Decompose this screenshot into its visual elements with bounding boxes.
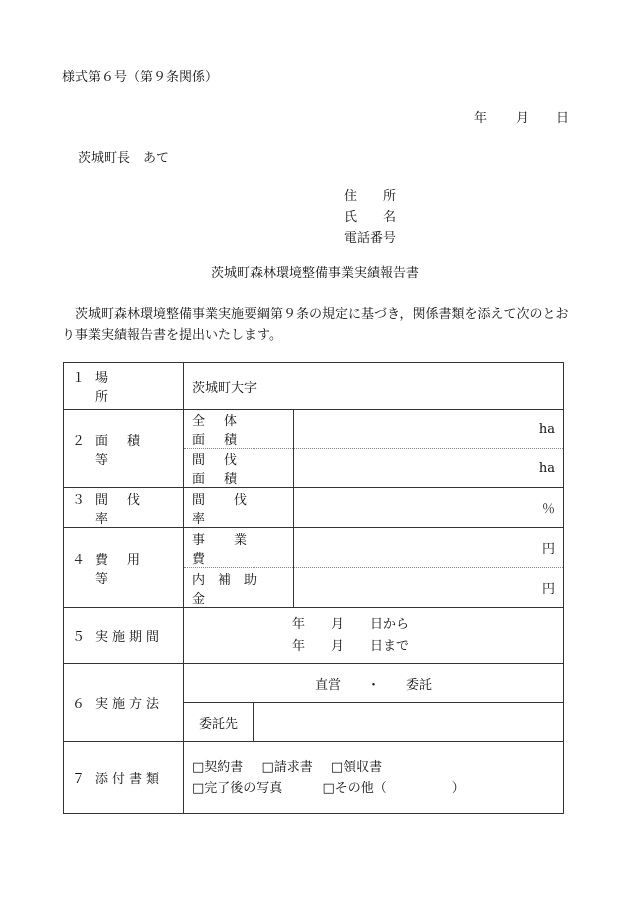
applicant-block: [344, 186, 396, 249]
unit-percent: ％: [541, 502, 555, 517]
unit-ha: ha: [538, 460, 555, 476]
date-day: 日: [556, 111, 570, 126]
method-options[interactable]: 直営 ・ 委託: [184, 664, 564, 703]
row-label: 実施期間: [95, 630, 164, 645]
document-title: 茨城町森林環境整備事業実績報告書: [210, 266, 419, 281]
row-label: 費用等: [95, 552, 160, 587]
body-paragraph: 茨城町森林環境整備事業実施要綱第９条の規定に基づき，関係書類を添えて次のとおり事業実績報告書を提出いたします。: [62, 307, 569, 343]
project-cost-label: 事業費: [184, 528, 294, 568]
row-attachments: [64, 742, 564, 814]
checkbox-receipt[interactable]: □領収書: [330, 759, 383, 775]
contractor-label: 委託先: [184, 703, 254, 742]
row-number: ２: [72, 433, 86, 449]
row-number: ６: [72, 697, 86, 712]
attachments-list: [184, 742, 564, 814]
subsidy-label: 内補助金: [184, 568, 294, 608]
unit-yen: 円: [541, 542, 555, 557]
rate-label-cell: [64, 488, 184, 528]
method-label-cell: [64, 664, 184, 742]
row-thinning-rate: [64, 488, 564, 528]
cost-label-cell: [64, 528, 184, 608]
row-number: ５: [72, 630, 86, 645]
row-period: [64, 608, 564, 664]
unit-ha: ha: [538, 421, 555, 437]
contractor-field[interactable]: [254, 703, 564, 742]
checkbox-invoice[interactable]: □請求書: [261, 759, 313, 775]
location-label-cell: [64, 363, 202, 410]
period-label-cell: [64, 608, 184, 664]
row-number: １: [72, 371, 86, 386]
date-year: 年: [474, 111, 488, 126]
row-area: [64, 410, 564, 449]
row-label: 面積等: [95, 433, 160, 468]
applicant-phone-label: 電話番号: [344, 231, 397, 246]
total-area-label: 全体面積: [184, 410, 294, 449]
row-number: ７: [72, 772, 86, 787]
row-label: 実施方法: [95, 697, 164, 712]
date-month: 月: [516, 111, 530, 126]
checkbox-contract[interactable]: □契約書: [192, 759, 244, 775]
thinning-area-label: 間伐面積: [184, 449, 294, 488]
period-start: 年 月 日から: [292, 616, 410, 632]
total-area-field[interactable]: [294, 410, 564, 449]
row-label: 添付書類: [95, 772, 164, 787]
checkbox-completion-photo[interactable]: □完了後の写真: [192, 780, 283, 796]
attachments-label-cell: [64, 742, 184, 814]
form-number: 様式第６号（第９条関係）: [62, 70, 219, 85]
checkbox-other[interactable]: □その他（ ）: [322, 780, 465, 796]
row-method: [64, 664, 564, 703]
row-cost: [64, 528, 564, 568]
row-number: ４: [72, 552, 86, 568]
subsidy-field[interactable]: [294, 568, 564, 608]
row-label: 場 所: [95, 371, 202, 405]
row-location: [64, 363, 564, 410]
period-end: 年 月 日まで: [292, 638, 410, 654]
project-cost-field[interactable]: [294, 528, 564, 568]
rate-sub-label: 間伐率: [184, 488, 294, 528]
area-label-cell: [64, 410, 184, 488]
row-number: ３: [72, 492, 86, 508]
period-field[interactable]: [184, 608, 564, 664]
unit-yen: 円: [541, 582, 555, 597]
addressee: 茨城町長 あて: [78, 151, 170, 166]
row-label: 間伐率: [95, 492, 160, 527]
location-value[interactable]: 茨城町大字: [184, 363, 564, 410]
thinning-area-field[interactable]: [294, 449, 564, 488]
rate-field[interactable]: [294, 488, 564, 528]
applicant-name-label: 氏 名: [344, 210, 397, 225]
applicant-address-label: 住 所: [344, 189, 397, 204]
report-table: [63, 362, 564, 814]
